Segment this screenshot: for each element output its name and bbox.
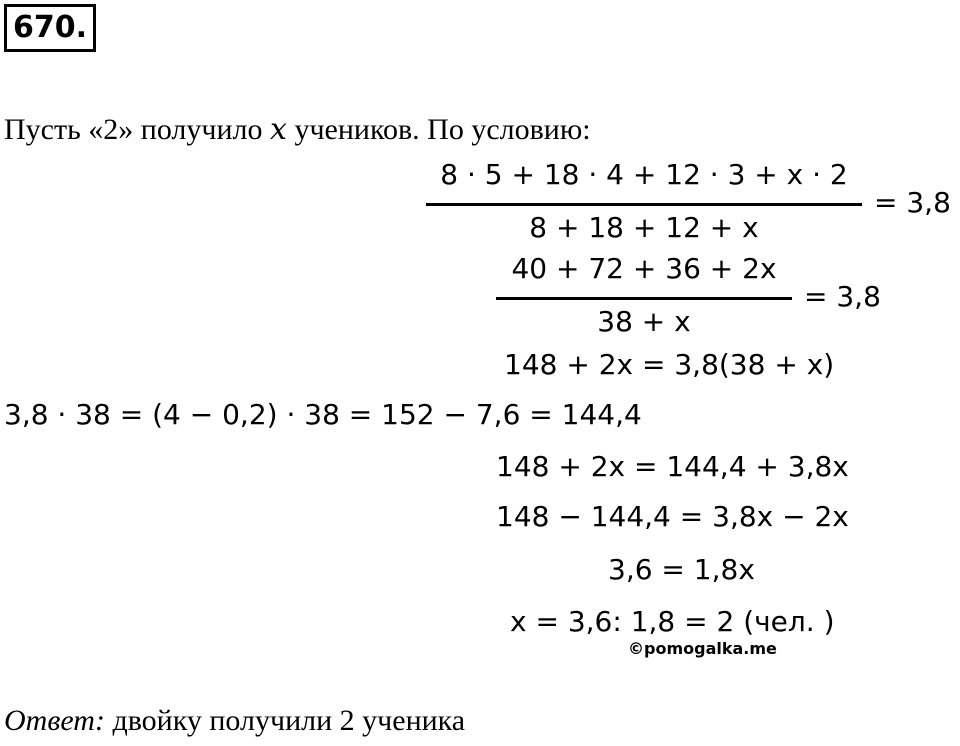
eq2-denominator: 38 + x [597, 305, 691, 338]
eq1-rhs: = 3,8 [874, 186, 951, 219]
equation-line-2: 3,8 · 38 = (4 − 0,2) · 38 = 152 − 7,6 = 144,4 [4, 398, 642, 431]
eq2-rhs: = 3,8 [804, 280, 881, 313]
equation-line-3: 148 + 2x = 144,4 + 3,8x [496, 450, 849, 483]
equation-line-6: x = 3,6: 1,8 = 2 (чел. ) [510, 605, 835, 638]
equation-line-1: 148 + 2x = 3,8(38 + x) [504, 348, 835, 381]
eq2-fraction-bar [496, 297, 792, 300]
intro-text [4, 112, 591, 147]
intro-variable: x [270, 112, 287, 147]
intro-after: учеников. По условию: [286, 113, 591, 146]
equation-line-5: 3,6 = 1,8x [608, 553, 755, 586]
watermark: ©pomogalka.me [628, 639, 777, 658]
equation-line-4: 148 − 144,4 = 3,8x − 2x [496, 500, 849, 533]
eq1-fraction-bar [426, 203, 862, 206]
answer-label: Ответ: [4, 704, 105, 737]
intro-before: Пусть «2» получило [4, 113, 271, 146]
eq1-denominator: 8 + 18 + 12 + x [529, 211, 759, 244]
answer-line [4, 704, 465, 738]
problem-number: 670. [4, 4, 96, 52]
eq1-numerator: 8 · 5 + 18 · 4 + 12 · 3 + x · 2 [440, 158, 848, 191]
eq2-numerator: 40 + 72 + 36 + 2x [511, 252, 777, 285]
answer-text: двойку получили 2 ученика [104, 704, 466, 737]
